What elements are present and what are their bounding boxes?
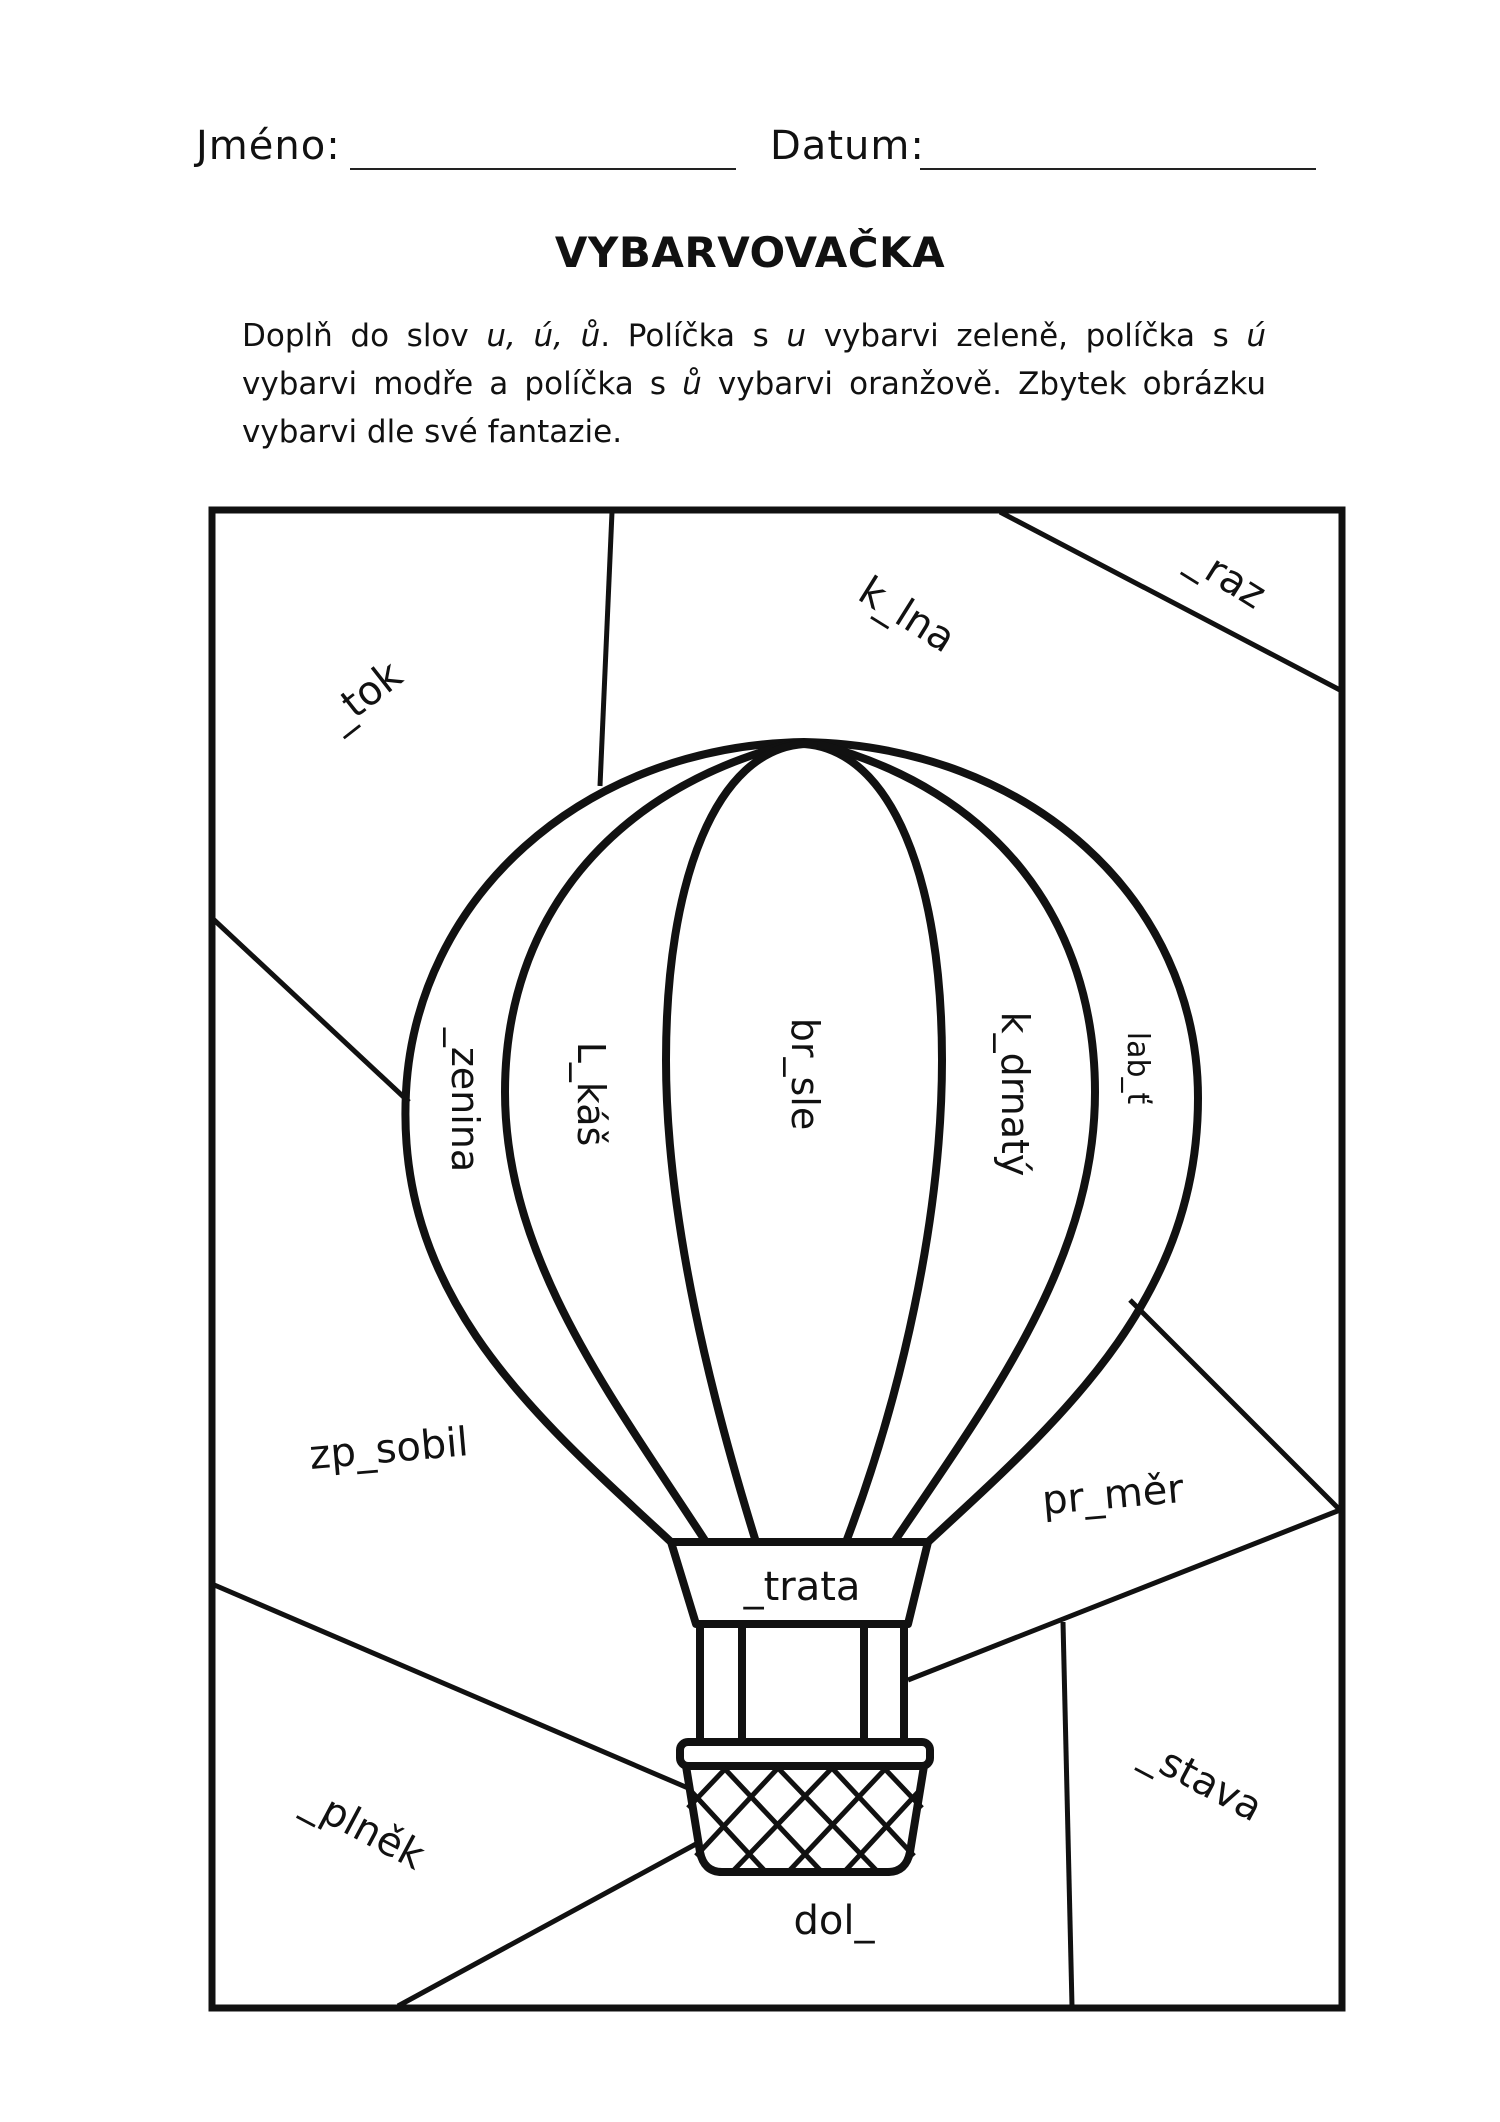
word-dolu[interactable]: dol_: [793, 1898, 875, 1944]
balloon-envelope: [405, 742, 1198, 1542]
word-zpusobil[interactable]: zp_sobil: [307, 1419, 471, 1479]
instr-letters: u, ú, ů: [486, 318, 601, 354]
basket-weave: [688, 1768, 922, 1870]
weave-line: [688, 1768, 726, 1808]
balloon-center-panel: [666, 744, 942, 1542]
word-labut[interactable]: lab_ť: [1120, 1031, 1155, 1105]
divider-line: [212, 1584, 688, 1788]
word-plnek[interactable]: _plněk: [296, 1777, 433, 1880]
instr-u: u: [786, 318, 807, 354]
word-tok[interactable]: _tok: [317, 651, 411, 740]
divider-line: [908, 1510, 1340, 1680]
word-trata[interactable]: _trata: [743, 1564, 861, 1610]
instr-text-3: vybarvi zeleně, políčka s: [806, 318, 1247, 354]
divider-line: [1000, 512, 1340, 690]
instr-text-1: Doplň do slov: [242, 318, 487, 354]
divider-line: [398, 1844, 696, 2006]
word-kudrnaty[interactable]: k_drnatý: [993, 1011, 1037, 1177]
word-stava[interactable]: _stava: [1134, 1729, 1270, 1832]
weave-line: [734, 1768, 832, 1870]
name-label: Jméno:: [196, 123, 341, 169]
word-brusle[interactable]: br_sle: [783, 1017, 827, 1131]
word-prumer[interactable]: pr_měr: [1040, 1465, 1186, 1525]
word-raz[interactable]: _raz: [1179, 535, 1274, 619]
instr-text-5: vybarvi oranžově. Zbytek obrázku vybarvi dle své fantazie.: [242, 366, 1266, 450]
hot-air-balloon-drawing: [405, 742, 1198, 1872]
date-label: Datum:: [770, 123, 925, 169]
page-title: VYBARVOVAČKA: [554, 228, 946, 277]
divider-line: [600, 512, 612, 786]
divider-line: [1063, 1622, 1072, 2006]
weave-line: [790, 1768, 886, 1870]
instr-u-ring: ů: [682, 366, 702, 402]
word-kulna[interactable]: k_lna: [850, 567, 964, 663]
instr-u-acute: ú: [1246, 318, 1267, 354]
instr-text-4: vybarvi modře a políčka s: [242, 366, 683, 402]
divider-line: [212, 918, 409, 1102]
weave-line: [884, 1768, 922, 1808]
word-lukas[interactable]: L_káš: [569, 1041, 613, 1147]
instr-text-2: . Políčka s: [600, 318, 787, 354]
word-zenina[interactable]: _zenina: [443, 1027, 487, 1173]
